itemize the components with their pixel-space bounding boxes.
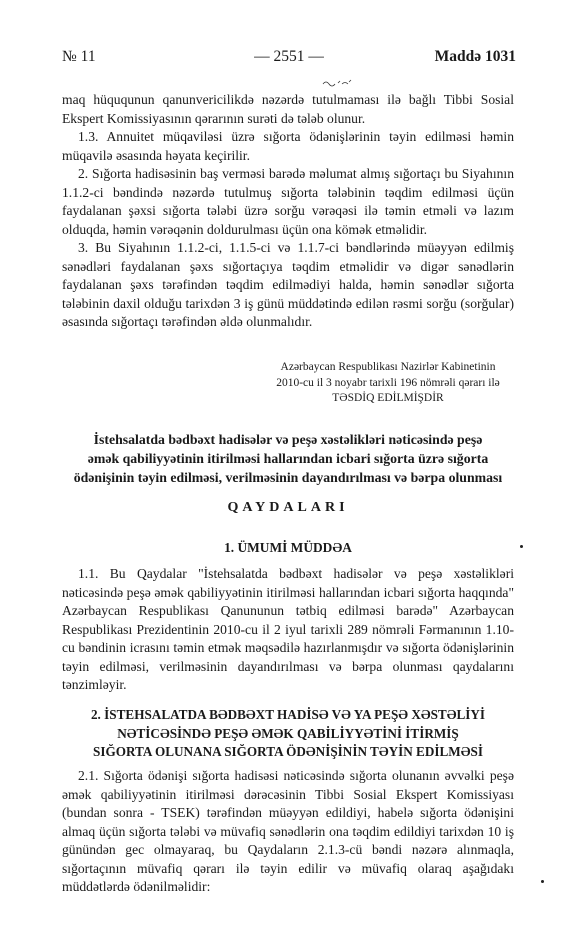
page-header: [62, 48, 516, 68]
paragraph: 2.1. Sığorta ödənişi sığorta hadisəsi nəticəsində sığorta olunanın əvvəlki peşə əmək qabiliyyətinin itirilməsi dərəcəsinin Tibbi Sosial Ekspert Komissiyası (bundan sonra - TSEK) tərəfindən müəyyən edildiyi, habelə sığorta ödənişini almaq üçün sığorta tələbi və müvafiq sənədlərin ona təqdim edildiyi tarixdən 10 iş günündən gec olmayaraq, bu Qaydaların 2.1.3-cü bəndi nəzərə alınmaqla, sığortaçının müvafiq qərarı ilə təyin edilir və müvafiq olaraq aşağıdakı müddətlərdə ödənilməlidir:: [62, 768, 514, 894]
paragraph: 3. Bu Siyahının 1.1.2-ci, 1.1.5-ci və 1.1.7-ci bəndlərində müəyyən edilmiş sənədləri faydalanan şəxs sığortaçıya təqdim etməlidir və digər sənədlərin faydalanan şəxs tərəfindən təqdim edilmədiyi halda, həmin sənədlər sığorta tələbinin daxil olduğu tarixdən 3 iş günü müddətində edilən rəsmi sorğu (sorğular) əsasında sığortaçı tərəfindən əldə olunmalıdır.: [62, 240, 514, 329]
paragraph: 2. Sığorta hadisəsinin baş verməsi barədə məlumat almış sığortaçı bu Siyahının 1.1.2-ci bəndində nəzərdə tutulmuş sığorta tələbinin təqdim edilməsi üçün faydalanan şəxsi sığorta tələbi üzrə sorğu vərəqəsi ilə təmin etməli və lazım olduqda, həmin vərəqənin doldurulması üçün ona kömək etməlidir.: [62, 166, 514, 237]
paragraph: 1.3. Annuitet müqaviləsi üzrə sığorta ödənişlərinin təyin edilməsi həmin müqavilə əsasında həyata keçirilir.: [62, 129, 514, 163]
approval-stamp: [258, 360, 518, 407]
document-title: [62, 430, 514, 487]
heading-line: NƏTİCƏSİNDƏ PEŞƏ ƏMƏK QABİLİYYƏTİNİ İTİRMİŞ: [117, 725, 459, 741]
paragraph: maq hüququnun qanunvericilikdə nəzərdə tutulmaması ilə bağlı Tibbi Sosial Ekspert Komissiyasının qərarının surəti də tələb olunur.: [62, 92, 514, 126]
intro-text: [62, 91, 514, 332]
section-1-text: [62, 565, 514, 695]
issue-number: № 11: [62, 48, 96, 65]
heading-line: SIĞORTA OLUNANA SIĞORTA ÖDƏNİŞİNİN TƏYİN EDİLMƏSİ: [93, 744, 483, 759]
handwritten-mark: [322, 78, 352, 88]
speck: [520, 545, 523, 548]
page-number: — 2551 —: [254, 48, 324, 65]
section-2-heading: [62, 706, 514, 762]
approval-line: 2010-cu il 3 noyabr tarixli 196 nömrəli qərarı ilə: [276, 376, 500, 389]
section-2-text: [62, 767, 514, 897]
title-line: əmək qabiliyyətinin itirilməsi hallarından icbari sığorta üzrə sığorta: [87, 451, 489, 466]
approval-line: TƏSDİQ EDİLMİŞDİR: [332, 392, 444, 404]
title-line: İstehsalatda bədbəxt hadisələr və peşə xəstəlikləri nəticəsində peşə: [93, 432, 483, 447]
title-line: ödənişinin təyin edilməsi, verilməsinin dayandırılması və bərpa olunması: [73, 470, 503, 485]
heading-line: 2. İSTEHSALATDA BƏDBƏXT HADİSƏ VƏ YA PEŞƏ XƏSTƏLİYİ: [90, 707, 486, 722]
speck: [541, 880, 544, 883]
paragraph: 1.1. Bu Qaydalar "İstehsalatda bədbəxt hadisələr və peşə xəstəlikləri nəticəsində peşə əmək qabiliyyətinin itirilməsi hallarından icbari sığorta haqqında" Azərbaycan Respublikası Qanununun tətbiq edilməsi barədə" Azərbaycan Respublikası Prezidentinin 2010-cu il 2 iyul tarixli 289 nömrəli Fərmanının 1.10-cu bəndinin icrasını təmin etmək məqsədilə hazırlanmışdır və sığorta ödənişlərinin təyin edilməsi, verilməsinin dayandırılması və bərpa olunması qaydalarını tənzimləyir.: [62, 566, 514, 692]
rules-heading: QAYDALARI: [227, 500, 349, 515]
section-1-heading: 1. ÜMUMİ MÜDDƏA: [224, 540, 352, 555]
approval-line: Azərbaycan Respublikası Nazirlər Kabinetinin: [280, 361, 496, 373]
article-number: Maddə 1031: [434, 48, 516, 65]
